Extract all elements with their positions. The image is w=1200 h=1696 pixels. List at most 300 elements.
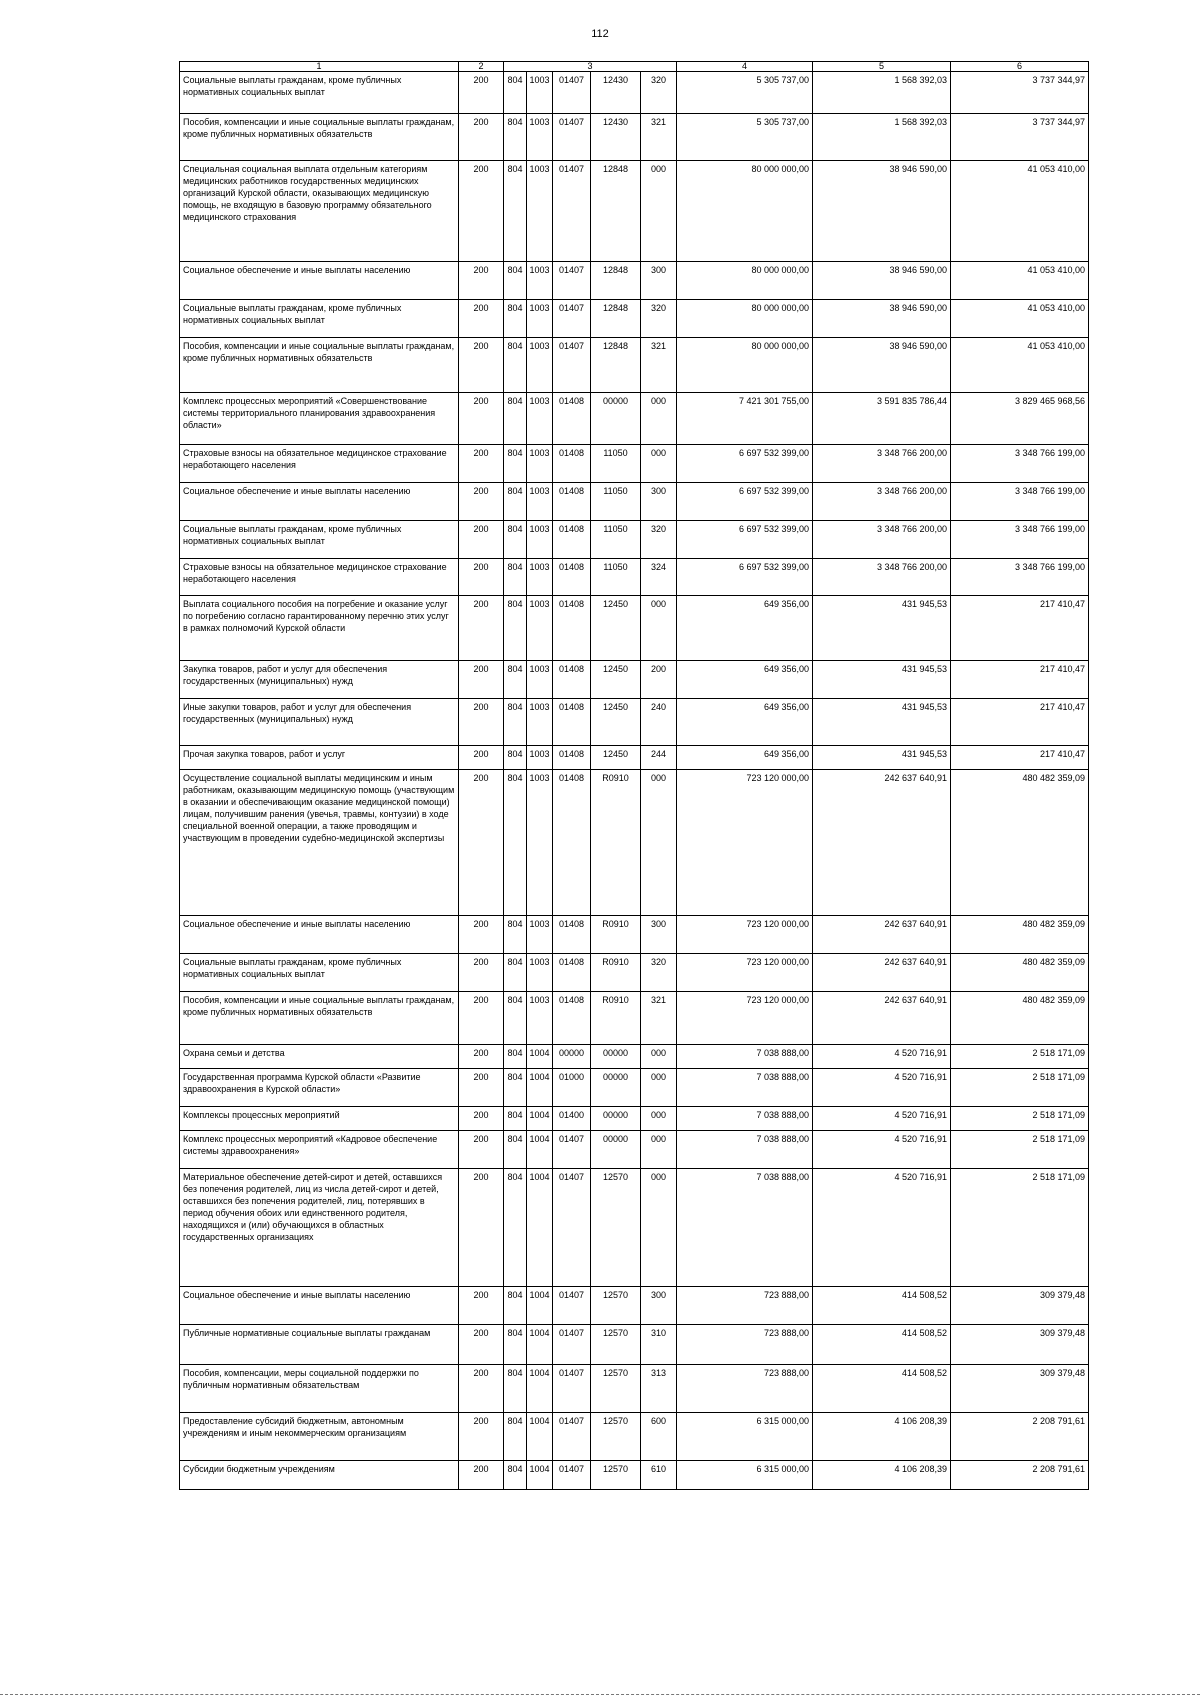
row-code-section: 1003 (527, 596, 553, 661)
row-code-grbs: 804 (504, 1461, 527, 1490)
row-amount-executed: 4 520 716,91 (813, 1045, 951, 1069)
row-amount-remaining: 309 379,48 (951, 1287, 1089, 1325)
row-amount-plan: 5 305 737,00 (677, 114, 813, 161)
table-row (180, 559, 1089, 596)
row-amount-plan: 7 038 888,00 (677, 1131, 813, 1169)
row-amount-plan: 6 315 000,00 (677, 1413, 813, 1461)
row-code-direction: 00000 (591, 1069, 641, 1107)
row-code-section: 1003 (527, 300, 553, 338)
table-row (180, 338, 1089, 393)
row-amount-executed: 431 945,53 (813, 661, 951, 699)
row-amount-executed: 4 520 716,91 (813, 1069, 951, 1107)
row-code-grbs: 804 (504, 770, 527, 916)
row-name: Пособия, компенсации, меры социальной поддержки по публичным нормативным обязательствам (180, 1365, 459, 1413)
row-amount-executed: 4 106 208,39 (813, 1461, 951, 1490)
row-code-grbs: 804 (504, 1413, 527, 1461)
table-row (180, 262, 1089, 300)
row-code-program: 01408 (553, 916, 591, 954)
row-code-expense-type: 324 (641, 559, 677, 596)
row-code-expense-type: 000 (641, 1069, 677, 1107)
row-code-expense-type: 320 (641, 954, 677, 992)
table-row (180, 1045, 1089, 1069)
row-amount-remaining: 2 208 791,61 (951, 1461, 1089, 1490)
table-row (180, 483, 1089, 521)
row-code-direction: R0910 (591, 916, 641, 954)
row-code-expense-type: 000 (641, 393, 677, 445)
row-amount-plan: 7 038 888,00 (677, 1045, 813, 1069)
row-code-grbs: 804 (504, 559, 527, 596)
row-amount-remaining: 480 482 359,09 (951, 770, 1089, 916)
row-code-direction: 11050 (591, 559, 641, 596)
row-code-program: 01400 (553, 1107, 591, 1131)
row-code-admin: 200 (459, 161, 504, 262)
row-code-grbs: 804 (504, 1045, 527, 1069)
row-code-section: 1003 (527, 954, 553, 992)
row-code-admin: 200 (459, 596, 504, 661)
row-name: Социальные выплаты гражданам, кроме публичных нормативных социальных выплат (180, 300, 459, 338)
row-code-program: 01408 (553, 483, 591, 521)
row-amount-remaining: 480 482 359,09 (951, 916, 1089, 954)
row-code-direction: 11050 (591, 445, 641, 483)
row-name: Пособия, компенсации и иные социальные выплаты гражданам, кроме публичных нормативных обязательств (180, 114, 459, 161)
row-code-program: 01407 (553, 1325, 591, 1365)
table-row (180, 661, 1089, 699)
row-name: Комплексы процессных мероприятий (180, 1107, 459, 1131)
row-amount-executed: 4 520 716,91 (813, 1131, 951, 1169)
row-code-expense-type: 244 (641, 746, 677, 770)
row-code-program: 01408 (553, 661, 591, 699)
row-amount-remaining: 3 737 344,97 (951, 72, 1089, 114)
row-amount-executed: 431 945,53 (813, 596, 951, 661)
row-code-admin: 200 (459, 1131, 504, 1169)
row-code-grbs: 804 (504, 338, 527, 393)
row-code-admin: 200 (459, 661, 504, 699)
table-row (180, 596, 1089, 661)
table-row (180, 746, 1089, 770)
row-name: Комплекс процессных мероприятий «Совершенствование системы территориального планирования здравоохранения области» (180, 393, 459, 445)
budget-table (179, 61, 1089, 1490)
row-code-section: 1004 (527, 1131, 553, 1169)
table-row (180, 1413, 1089, 1461)
row-amount-executed: 38 946 590,00 (813, 161, 951, 262)
row-amount-executed: 3 348 766 200,00 (813, 445, 951, 483)
row-code-direction: 12450 (591, 661, 641, 699)
row-code-grbs: 804 (504, 521, 527, 559)
row-amount-plan: 723 888,00 (677, 1325, 813, 1365)
row-code-admin: 200 (459, 393, 504, 445)
row-code-section: 1003 (527, 521, 553, 559)
row-code-program: 01408 (553, 596, 591, 661)
row-code-direction: 12848 (591, 161, 641, 262)
row-amount-executed: 414 508,52 (813, 1325, 951, 1365)
row-code-program: 01407 (553, 1461, 591, 1490)
row-code-program: 01407 (553, 161, 591, 262)
row-code-direction: 12570 (591, 1413, 641, 1461)
row-amount-plan: 6 697 532 399,00 (677, 559, 813, 596)
row-code-program: 01407 (553, 1287, 591, 1325)
row-code-direction: 00000 (591, 1045, 641, 1069)
row-name: Прочая закупка товаров, работ и услуг (180, 746, 459, 770)
row-code-expense-type: 320 (641, 521, 677, 559)
row-code-grbs: 804 (504, 1325, 527, 1365)
row-code-expense-type: 321 (641, 114, 677, 161)
row-code-admin: 200 (459, 954, 504, 992)
row-amount-plan: 80 000 000,00 (677, 300, 813, 338)
row-code-expense-type: 321 (641, 338, 677, 393)
row-amount-executed: 414 508,52 (813, 1287, 951, 1325)
row-amount-remaining: 2 518 171,09 (951, 1045, 1089, 1069)
row-amount-executed: 3 348 766 200,00 (813, 559, 951, 596)
row-code-program: 01408 (553, 445, 591, 483)
row-amount-plan: 80 000 000,00 (677, 338, 813, 393)
row-code-admin: 200 (459, 1107, 504, 1131)
row-amount-remaining: 2 518 171,09 (951, 1107, 1089, 1131)
row-code-section: 1003 (527, 445, 553, 483)
row-code-grbs: 804 (504, 72, 527, 114)
row-name: Закупка товаров, работ и услуг для обеспечения государственных (муниципальных) нужд (180, 661, 459, 699)
row-code-expense-type: 000 (641, 770, 677, 916)
row-code-direction: 12570 (591, 1365, 641, 1413)
row-code-direction: 12570 (591, 1461, 641, 1490)
row-code-section: 1003 (527, 114, 553, 161)
row-code-direction: 00000 (591, 1107, 641, 1131)
row-amount-executed: 38 946 590,00 (813, 262, 951, 300)
row-name: Специальная социальная выплата отдельным категориям медицинских работников государственных медицинских организаций Курской области, оказывающих медицинскую помощь, не входящую в базовую программу обязательного медицинского страхования (180, 161, 459, 262)
row-code-admin: 200 (459, 1365, 504, 1413)
row-code-direction: 12848 (591, 262, 641, 300)
table-row (180, 393, 1089, 445)
row-code-admin: 200 (459, 559, 504, 596)
row-amount-plan: 7 038 888,00 (677, 1107, 813, 1131)
row-amount-remaining: 2 518 171,09 (951, 1131, 1089, 1169)
row-amount-executed: 3 348 766 200,00 (813, 483, 951, 521)
row-code-admin: 200 (459, 1461, 504, 1490)
row-code-expense-type: 320 (641, 300, 677, 338)
row-code-expense-type: 320 (641, 72, 677, 114)
row-amount-plan: 5 305 737,00 (677, 72, 813, 114)
row-amount-plan: 649 356,00 (677, 746, 813, 770)
row-amount-remaining: 41 053 410,00 (951, 300, 1089, 338)
header-col-5: 5 (813, 62, 951, 72)
row-amount-executed: 414 508,52 (813, 1365, 951, 1413)
row-amount-remaining: 217 410,47 (951, 661, 1089, 699)
row-name: Государственная программа Курской области «Развитие здравоохранения в Курской области» (180, 1069, 459, 1107)
row-code-section: 1004 (527, 1045, 553, 1069)
table-row (180, 72, 1089, 114)
row-code-section: 1003 (527, 992, 553, 1045)
row-code-program: 01407 (553, 114, 591, 161)
row-code-direction: 12430 (591, 72, 641, 114)
row-code-direction: 12570 (591, 1325, 641, 1365)
row-amount-plan: 80 000 000,00 (677, 262, 813, 300)
row-amount-plan: 80 000 000,00 (677, 161, 813, 262)
row-amount-executed: 431 945,53 (813, 699, 951, 746)
row-amount-remaining: 2 208 791,61 (951, 1413, 1089, 1461)
row-code-direction: 12848 (591, 338, 641, 393)
table-row (180, 1131, 1089, 1169)
row-code-section: 1003 (527, 338, 553, 393)
table-row (180, 161, 1089, 262)
row-code-admin: 200 (459, 72, 504, 114)
row-code-direction: 12570 (591, 1287, 641, 1325)
row-amount-remaining: 309 379,48 (951, 1365, 1089, 1413)
row-code-direction: 12450 (591, 746, 641, 770)
row-amount-executed: 1 568 392,03 (813, 72, 951, 114)
row-amount-plan: 7 038 888,00 (677, 1069, 813, 1107)
row-name: Комплекс процессных мероприятий «Кадровое обеспечение системы здравоохранения» (180, 1131, 459, 1169)
row-amount-plan: 649 356,00 (677, 699, 813, 746)
row-code-grbs: 804 (504, 596, 527, 661)
row-amount-remaining: 217 410,47 (951, 596, 1089, 661)
row-code-program: 01407 (553, 338, 591, 393)
row-code-expense-type: 600 (641, 1413, 677, 1461)
row-code-expense-type: 300 (641, 483, 677, 521)
row-code-admin: 200 (459, 1069, 504, 1107)
row-amount-executed: 38 946 590,00 (813, 300, 951, 338)
row-name: Субсидии бюджетным учреждениям (180, 1461, 459, 1490)
row-code-program: 01407 (553, 262, 591, 300)
table-row (180, 300, 1089, 338)
row-code-direction: 12848 (591, 300, 641, 338)
table-row (180, 699, 1089, 746)
row-code-section: 1004 (527, 1069, 553, 1107)
row-code-section: 1003 (527, 916, 553, 954)
row-code-direction: 12430 (591, 114, 641, 161)
row-code-program: 00000 (553, 1045, 591, 1069)
row-code-admin: 200 (459, 483, 504, 521)
row-code-section: 1004 (527, 1413, 553, 1461)
row-code-section: 1003 (527, 161, 553, 262)
row-amount-executed: 3 348 766 200,00 (813, 521, 951, 559)
row-code-program: 01408 (553, 521, 591, 559)
row-code-grbs: 804 (504, 1169, 527, 1287)
row-code-expense-type: 000 (641, 1131, 677, 1169)
table-row (180, 521, 1089, 559)
row-name: Социальное обеспечение и иные выплаты населению (180, 916, 459, 954)
row-code-grbs: 804 (504, 483, 527, 521)
row-code-direction: 12450 (591, 596, 641, 661)
row-name: Пособия, компенсации и иные социальные выплаты гражданам, кроме публичных нормативных обязательств (180, 338, 459, 393)
table-row (180, 1069, 1089, 1107)
row-code-admin: 200 (459, 916, 504, 954)
row-code-grbs: 804 (504, 445, 527, 483)
row-code-grbs: 804 (504, 1365, 527, 1413)
row-code-admin: 200 (459, 521, 504, 559)
row-code-admin: 200 (459, 114, 504, 161)
row-code-expense-type: 200 (641, 661, 677, 699)
table-row (180, 954, 1089, 992)
row-name: Публичные нормативные социальные выплаты гражданам (180, 1325, 459, 1365)
header-col-1: 1 (180, 62, 459, 72)
row-amount-plan: 723 120 000,00 (677, 916, 813, 954)
row-amount-plan: 723 120 000,00 (677, 992, 813, 1045)
row-code-program: 01408 (553, 393, 591, 445)
row-code-expense-type: 000 (641, 161, 677, 262)
row-code-direction: R0910 (591, 770, 641, 916)
row-code-program: 01408 (553, 992, 591, 1045)
row-amount-plan: 7 038 888,00 (677, 1169, 813, 1287)
row-code-program: 01000 (553, 1069, 591, 1107)
row-amount-executed: 4 520 716,91 (813, 1107, 951, 1131)
row-code-section: 1003 (527, 483, 553, 521)
row-code-grbs: 804 (504, 300, 527, 338)
row-amount-executed: 242 637 640,91 (813, 954, 951, 992)
row-name: Выплата социального пособия на погребение и оказание услуг по погребению согласно гарантированному перечню этих услуг в рамках полномочий Курской области (180, 596, 459, 661)
row-code-expense-type: 300 (641, 916, 677, 954)
row-code-grbs: 804 (504, 1069, 527, 1107)
row-code-section: 1004 (527, 1365, 553, 1413)
row-amount-remaining: 41 053 410,00 (951, 161, 1089, 262)
row-name: Материальное обеспечение детей-сирот и детей, оставшихся без попечения родителей, лиц из числа детей-сирот и детей, оставшихся без попечения родителей, лиц, потерявших в период обучения обоих или единственного родителя, находящихся и (или) обучающихся в областных государственных организациях (180, 1169, 459, 1287)
row-amount-executed: 1 568 392,03 (813, 114, 951, 161)
row-amount-executed: 4 520 716,91 (813, 1169, 951, 1287)
row-code-section: 1003 (527, 770, 553, 916)
row-amount-remaining: 3 348 766 199,00 (951, 559, 1089, 596)
row-code-section: 1003 (527, 661, 553, 699)
row-name: Социальное обеспечение и иные выплаты населению (180, 483, 459, 521)
table-row (180, 114, 1089, 161)
table-row (180, 445, 1089, 483)
row-code-expense-type: 610 (641, 1461, 677, 1490)
row-code-program: 01408 (553, 699, 591, 746)
row-code-expense-type: 300 (641, 262, 677, 300)
row-code-expense-type: 000 (641, 1107, 677, 1131)
table-row (180, 1169, 1089, 1287)
row-name: Осуществление социальной выплаты медицинским и иным работникам, оказывающим медицинскую помощь (участвующим в оказании и обеспечивающим оказание медицинской помощи) лицам, получившим ранения (увечья, травмы, контузии) в ходе специальной военной операции, а также проводящим и участвующим в проведении судебно-медицинской экспертизы (180, 770, 459, 916)
row-code-grbs: 804 (504, 1287, 527, 1325)
header-col-4: 4 (677, 62, 813, 72)
row-amount-executed: 4 106 208,39 (813, 1413, 951, 1461)
row-name: Социальные выплаты гражданам, кроме публичных нормативных социальных выплат (180, 954, 459, 992)
table-row (180, 770, 1089, 916)
row-code-expense-type: 310 (641, 1325, 677, 1365)
row-code-grbs: 804 (504, 916, 527, 954)
row-code-admin: 200 (459, 445, 504, 483)
row-code-program: 01407 (553, 300, 591, 338)
row-amount-remaining: 3 348 766 199,00 (951, 521, 1089, 559)
row-amount-remaining: 41 053 410,00 (951, 338, 1089, 393)
row-code-section: 1003 (527, 699, 553, 746)
row-code-program: 01408 (553, 770, 591, 916)
header-col-2: 2 (459, 62, 504, 72)
row-code-section: 1003 (527, 746, 553, 770)
row-code-grbs: 804 (504, 699, 527, 746)
row-amount-remaining: 2 518 171,09 (951, 1069, 1089, 1107)
row-code-admin: 200 (459, 262, 504, 300)
row-amount-plan: 649 356,00 (677, 661, 813, 699)
row-code-direction: 12450 (591, 699, 641, 746)
row-code-section: 1004 (527, 1169, 553, 1287)
row-code-direction: 00000 (591, 1131, 641, 1169)
row-name: Социальные выплаты гражданам, кроме публичных нормативных социальных выплат (180, 72, 459, 114)
row-amount-plan: 6 697 532 399,00 (677, 483, 813, 521)
table-header (180, 62, 1089, 72)
row-code-section: 1004 (527, 1287, 553, 1325)
row-code-expense-type: 321 (641, 992, 677, 1045)
row-code-expense-type: 000 (641, 1169, 677, 1287)
row-code-admin: 200 (459, 1169, 504, 1287)
row-code-section: 1004 (527, 1461, 553, 1490)
row-amount-plan: 723 888,00 (677, 1287, 813, 1325)
row-amount-remaining: 3 737 344,97 (951, 114, 1089, 161)
table-row (180, 916, 1089, 954)
row-amount-executed: 38 946 590,00 (813, 338, 951, 393)
row-name: Предоставление субсидий бюджетным, автономным учреждениям и иным некоммерческим организациям (180, 1413, 459, 1461)
row-code-expense-type: 000 (641, 596, 677, 661)
row-name: Страховые взносы на обязательное медицинское страхование неработающего населения (180, 445, 459, 483)
row-amount-plan: 7 421 301 755,00 (677, 393, 813, 445)
row-code-grbs: 804 (504, 114, 527, 161)
row-code-admin: 200 (459, 1325, 504, 1365)
table-row (180, 1107, 1089, 1131)
row-code-grbs: 804 (504, 393, 527, 445)
row-code-admin: 200 (459, 300, 504, 338)
row-code-section: 1003 (527, 72, 553, 114)
row-amount-executed: 242 637 640,91 (813, 770, 951, 916)
row-code-program: 01408 (553, 559, 591, 596)
row-amount-plan: 6 697 532 399,00 (677, 521, 813, 559)
row-code-expense-type: 240 (641, 699, 677, 746)
row-code-direction: 12570 (591, 1169, 641, 1287)
row-code-grbs: 804 (504, 661, 527, 699)
row-name: Страховые взносы на обязательное медицинское страхование неработающего населения (180, 559, 459, 596)
row-amount-remaining: 2 518 171,09 (951, 1169, 1089, 1287)
row-name: Пособия, компенсации и иные социальные выплаты гражданам, кроме публичных нормативных обязательств (180, 992, 459, 1045)
row-amount-executed: 431 945,53 (813, 746, 951, 770)
table-row (180, 1287, 1089, 1325)
row-name: Социальное обеспечение и иные выплаты населению (180, 262, 459, 300)
table-row (180, 1365, 1089, 1413)
table-row (180, 1325, 1089, 1365)
row-name: Социальные выплаты гражданам, кроме публичных нормативных социальных выплат (180, 521, 459, 559)
row-code-section: 1004 (527, 1325, 553, 1365)
table-body (180, 72, 1089, 1490)
row-amount-plan: 723 120 000,00 (677, 770, 813, 916)
row-code-direction: R0910 (591, 954, 641, 992)
row-name: Социальное обеспечение и иные выплаты населению (180, 1287, 459, 1325)
row-amount-plan: 6 315 000,00 (677, 1461, 813, 1490)
row-code-expense-type: 000 (641, 1045, 677, 1069)
row-code-grbs: 804 (504, 1131, 527, 1169)
row-code-admin: 200 (459, 1287, 504, 1325)
row-code-grbs: 804 (504, 954, 527, 992)
row-amount-plan: 723 888,00 (677, 1365, 813, 1413)
row-code-section: 1003 (527, 262, 553, 300)
row-code-direction: R0910 (591, 992, 641, 1045)
row-code-program: 01407 (553, 72, 591, 114)
row-amount-plan: 6 697 532 399,00 (677, 445, 813, 483)
row-amount-remaining: 3 829 465 968,56 (951, 393, 1089, 445)
row-code-program: 01407 (553, 1169, 591, 1287)
row-code-admin: 200 (459, 1045, 504, 1069)
row-code-grbs: 804 (504, 1107, 527, 1131)
row-code-section: 1004 (527, 1107, 553, 1131)
row-name: Охрана семьи и детства (180, 1045, 459, 1069)
row-code-section: 1003 (527, 559, 553, 596)
row-amount-executed: 242 637 640,91 (813, 916, 951, 954)
header-col-3: 3 (504, 62, 677, 72)
row-amount-remaining: 3 348 766 199,00 (951, 445, 1089, 483)
row-code-program: 01407 (553, 1365, 591, 1413)
row-name: Иные закупки товаров, работ и услуг для обеспечения государственных (муниципальных) нужд (180, 699, 459, 746)
row-amount-remaining: 480 482 359,09 (951, 954, 1089, 992)
row-code-admin: 200 (459, 699, 504, 746)
page-number: 112 (591, 28, 609, 40)
row-code-direction: 11050 (591, 483, 641, 521)
row-code-grbs: 804 (504, 161, 527, 262)
row-code-direction: 00000 (591, 393, 641, 445)
row-code-expense-type: 000 (641, 445, 677, 483)
